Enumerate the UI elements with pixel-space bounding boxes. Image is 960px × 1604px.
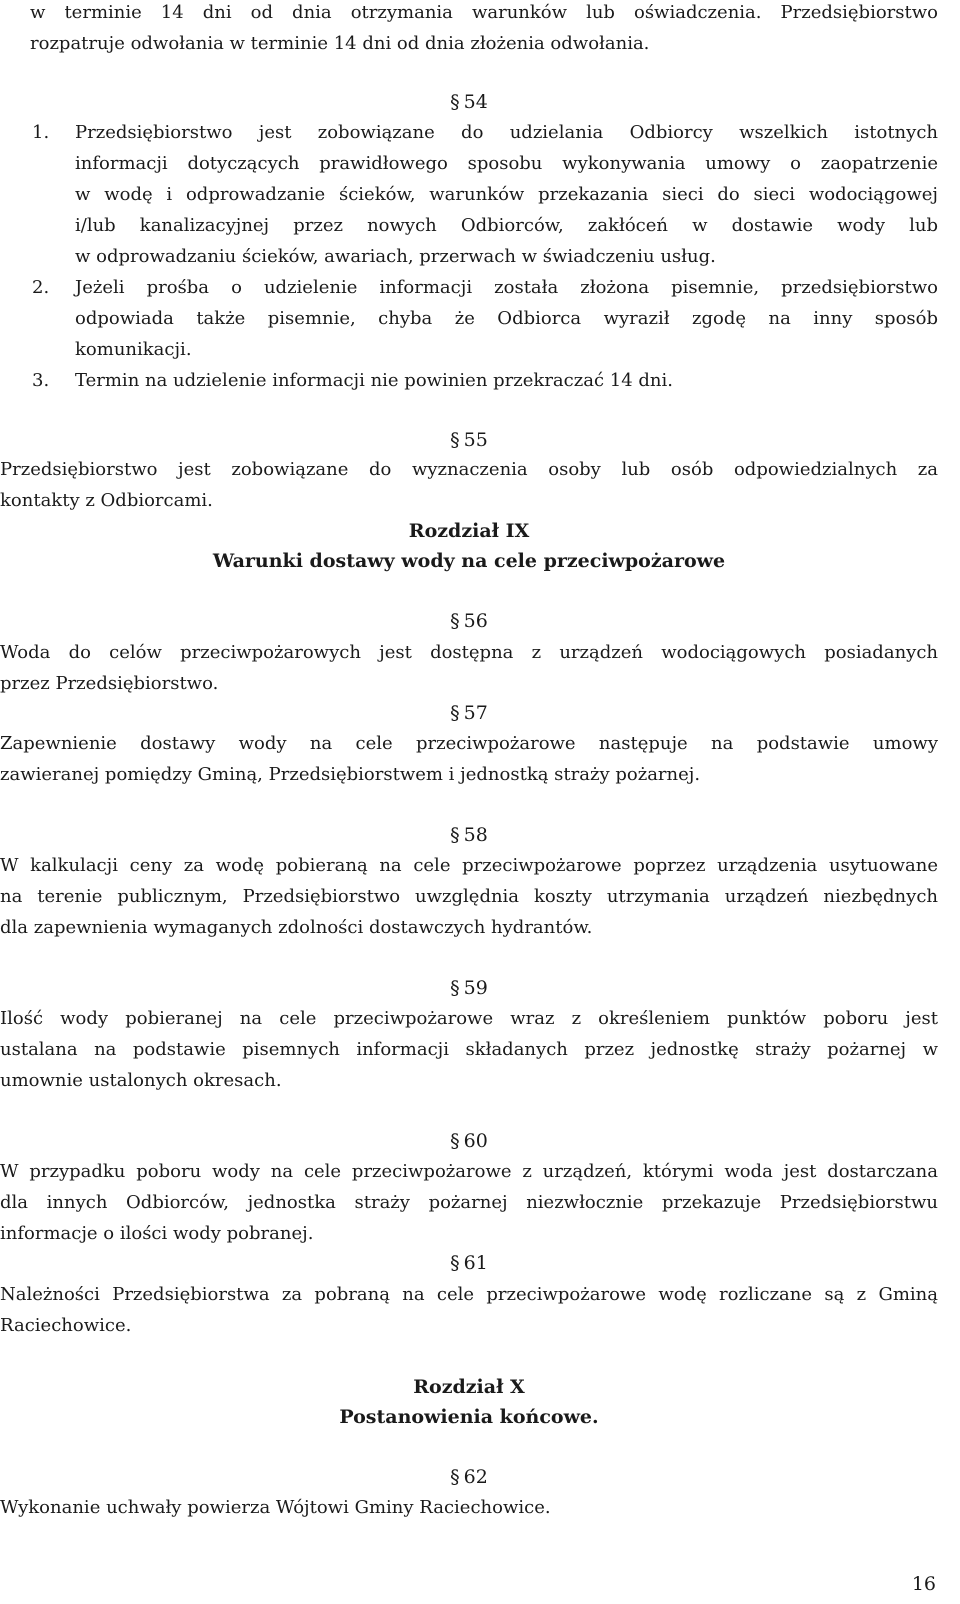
section-heading-61 <box>0 1251 938 1275</box>
paragraph-line: informacje o ilości wody pobranej. <box>0 1223 314 1244</box>
paragraph-line: W kalkulacji ceny za wodę pobieraną na cele przeciwpożarowe poprzez urządzenia usytuowane <box>0 855 938 876</box>
paragraph-line: odpowiada także pisemnie, chyba że Odbiorca wyraził zgodę na inny sposób <box>75 308 938 329</box>
section-sign: § <box>450 702 460 724</box>
paragraph-line: Termin na udzielenie informacji nie powinien przekraczać 14 dni. <box>75 370 673 391</box>
section-sign: § <box>450 1130 460 1152</box>
section-sign: § <box>450 977 460 999</box>
paragraph-line: Wykonanie uchwały powierza Wójtowi Gminy Raciechowice. <box>0 1497 551 1518</box>
section-heading-60 <box>0 1129 938 1153</box>
item-number: 2. <box>32 277 50 298</box>
section-heading-59 <box>0 976 938 1000</box>
paragraph-line: dla innych Odbiorców, jednostka straży pożarnej niezwłocznie przekazuje Przedsiębiorstwu <box>0 1192 938 1213</box>
paragraph-line: Należności Przedsiębiorstwa za pobraną na cele przeciwpożarowe wodę rozliczane są z Gminą <box>0 1284 938 1305</box>
section-heading-62 <box>0 1465 938 1489</box>
section-sign: § <box>450 824 460 846</box>
item-number: 1. <box>32 122 50 143</box>
chapter-title: Rozdział X <box>413 1376 525 1398</box>
section-number: 59 <box>463 977 488 999</box>
section-sign: § <box>450 1466 460 1488</box>
section-number: 56 <box>463 610 488 632</box>
intro-line: rozpatruje odwołania w terminie 14 dni od dnia złożenia odwołania. <box>30 33 650 54</box>
item-number: 3. <box>32 370 50 391</box>
section-number: 54 <box>463 91 488 113</box>
paragraph-line: przez Przedsiębiorstwo. <box>0 673 219 694</box>
paragraph-line: informacji dotyczących prawidłowego sposobu wykonywania umowy o zaopatrzenie <box>75 153 938 174</box>
paragraph-line: Raciechowice. <box>0 1315 132 1336</box>
section-number: 60 <box>463 1130 488 1152</box>
paragraph-line: umownie ustalonych okresach. <box>0 1070 282 1091</box>
paragraph-line: Przedsiębiorstwo jest zobowiązane do udzielania Odbiorcy wszelkich istotnych <box>75 122 938 143</box>
section-heading-57 <box>0 701 938 725</box>
paragraph-line: Woda do celów przeciwpożarowych jest dostępna z urządzeń wodociągowych posiadanych <box>0 642 938 663</box>
paragraph-line: W przypadku poboru wody na cele przeciwpożarowe z urządzeń, którymi woda jest dostarczana <box>0 1161 938 1182</box>
paragraph-line: komunikacji. <box>75 339 192 360</box>
section-sign: § <box>450 1252 460 1274</box>
paragraph-line: Zapewnienie dostawy wody na cele przeciwpożarowe następuje na podstawie umowy <box>0 733 938 754</box>
paragraph-line: Ilość wody pobieranej na cele przeciwpożarowe wraz z określeniem punktów poboru jest <box>0 1008 938 1029</box>
paragraph-line: Jeżeli prośba o udzielenie informacji została złożona pisemnie, przedsiębiorstwo <box>75 277 938 298</box>
paragraph-line: na terenie publicznym, Przedsiębiorstwo uwzględnia koszty utrzymania urządzeń niezbędnych <box>0 886 938 907</box>
section-heading-56 <box>0 609 938 633</box>
page-number: 16 <box>911 1573 936 1595</box>
paragraph-line: w wodę i odprowadzanie ścieków, warunków przekazania sieci do sieci wodociągowej <box>75 184 938 205</box>
section-heading-54 <box>0 90 938 114</box>
chapter-title: Rozdział IX <box>408 520 530 542</box>
section-sign: § <box>450 91 460 113</box>
section-sign: § <box>450 610 460 632</box>
section-heading-58 <box>0 823 938 847</box>
chapter-subtitle: Warunki dostawy wody na cele przeciwpożarowe <box>212 550 726 572</box>
intro-line: w terminie 14 dni od dnia otrzymania warunków lub oświadczenia. Przedsiębiorstwo <box>30 2 938 23</box>
section-number: 61 <box>463 1252 488 1274</box>
paragraph-line: zawieranej pomiędzy Gminą, Przedsiębiorstwem i jednostką straży pożarnej. <box>0 764 701 785</box>
section-sign: § <box>450 429 460 451</box>
paragraph-line: dla zapewnienia wymaganych zdolności dostawczych hydrantów. <box>0 917 593 938</box>
section-number: 55 <box>463 429 488 451</box>
paragraph-line: ustalana na podstawie pisemnych informacji składanych przez jednostkę straży pożarnej w <box>0 1039 938 1060</box>
section-number: 57 <box>463 702 488 724</box>
chapter-subtitle: Postanowienia końcowe. <box>339 1406 599 1428</box>
paragraph-line: Przedsiębiorstwo jest zobowiązane do wyznaczenia osoby lub osób odpowiedzialnych za <box>0 459 938 480</box>
paragraph-line: i/lub kanalizacyjnej przez nowych Odbiorców, zakłóceń w dostawie wody lub <box>75 215 938 236</box>
paragraph-line: kontakty z Odbiorcami. <box>0 490 213 511</box>
section-number: 62 <box>463 1466 488 1488</box>
section-heading-55 <box>0 428 938 452</box>
paragraph-line: w odprowadzaniu ścieków, awariach, przerwach w świadczeniu usług. <box>75 246 716 267</box>
section-number: 58 <box>463 824 488 846</box>
